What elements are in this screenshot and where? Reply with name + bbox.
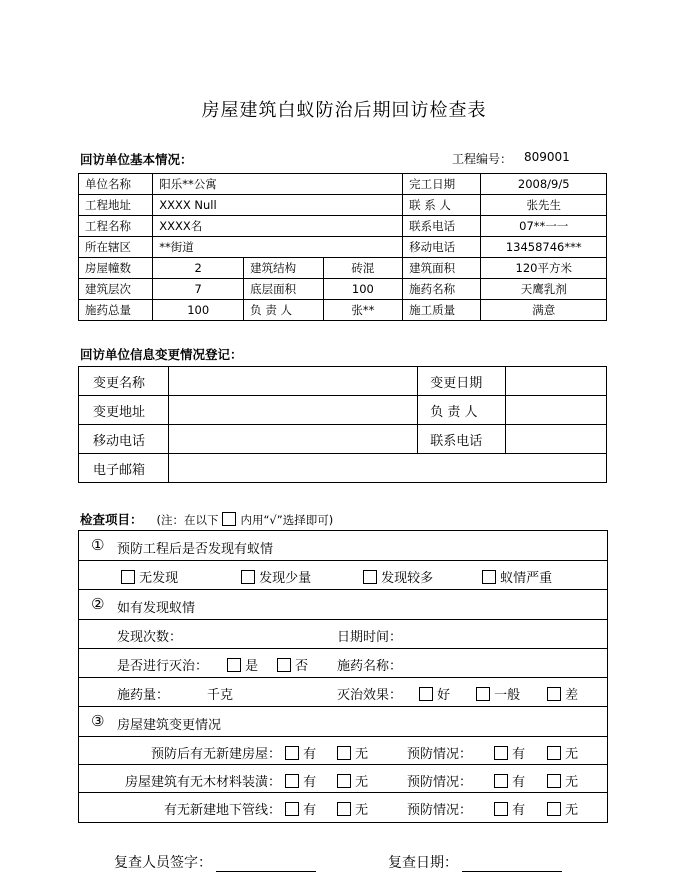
table-cell: 07**一一: [481, 216, 607, 237]
building-change-label: 预防后有无新建房屋：: [150, 747, 281, 762]
treated-no[interactable]: 否: [277, 655, 308, 674]
table-cell: 2: [153, 258, 244, 279]
table-cell: XXXX名: [153, 216, 403, 237]
table-cell: **街道: [153, 237, 403, 258]
table-row: [79, 279, 607, 300]
date-time-label: 日期时间：: [337, 630, 403, 645]
field-label: 负 责 人: [418, 396, 506, 425]
found-row: [79, 620, 607, 649]
table-row: [79, 454, 607, 483]
none-checkbox[interactable]: 无: [337, 743, 368, 762]
building-change-row: [79, 737, 607, 765]
building-change-label: 房屋建筑有无木材料装潢：: [124, 775, 281, 790]
table-cell: 房屋幢数: [79, 258, 153, 279]
opt-severe[interactable]: 蚁情严重: [482, 567, 552, 586]
inspect-heading: 检查项目：: [80, 512, 143, 527]
basic-info-heading: 回访单位基本情况：: [80, 152, 193, 167]
table-row: [79, 195, 607, 216]
building-change-row: [79, 765, 607, 793]
table-cell: 砖混: [323, 258, 402, 279]
field-value[interactable]: [506, 396, 607, 425]
dose-unit: 千克: [207, 688, 234, 703]
table-row: [79, 174, 607, 195]
section1-label: 预防工程后是否发现有蚁情: [117, 542, 274, 557]
recheck-date-line[interactable]: [462, 855, 562, 872]
has-checkbox[interactable]: 有: [285, 743, 316, 762]
table-cell: 120平方米: [481, 258, 607, 279]
found-count-label: 发现次数：: [117, 630, 183, 645]
building-change-label: 有无新建地下管线：: [163, 803, 281, 818]
basic-info-table: [78, 173, 607, 321]
field-value[interactable]: [506, 425, 607, 454]
drug-name-label: 施药名称：: [337, 659, 403, 674]
note-checkbox-icon: [222, 512, 236, 526]
none-checkbox[interactable]: 无: [337, 771, 368, 790]
effect-fair[interactable]: 一般: [476, 684, 520, 703]
inspect-note-pre: (注：在以下: [156, 513, 219, 527]
table-cell: 施药名称: [403, 279, 481, 300]
prevent-label: 预防情况：: [407, 775, 473, 790]
prevent-none-checkbox[interactable]: 无: [547, 799, 578, 818]
field-value[interactable]: [506, 367, 607, 396]
table-cell: 底层面积: [244, 279, 323, 300]
field-label: 变更地址: [79, 396, 169, 425]
table-row: [79, 237, 607, 258]
table-cell: 7: [153, 279, 244, 300]
dose-row: [79, 678, 607, 707]
table-cell: 施工质量: [403, 300, 481, 321]
section1-options: [79, 561, 607, 590]
table-cell: 联系电话: [403, 216, 481, 237]
table-cell: 13458746***: [481, 237, 607, 258]
table-cell: 施药总量: [79, 300, 153, 321]
treated-yes[interactable]: 是: [227, 655, 258, 674]
table-cell: 张**: [323, 300, 402, 321]
section1-header: [79, 531, 607, 561]
table-cell: 100: [323, 279, 402, 300]
inspector-signature-line[interactable]: [216, 855, 316, 872]
building-change-row: [79, 793, 607, 820]
field-label: 电子邮箱: [79, 454, 169, 483]
table-cell: 工程名称: [79, 216, 153, 237]
prevent-has-checkbox[interactable]: 有: [494, 743, 525, 762]
effect-label: 灭治效果：: [337, 688, 403, 703]
inspection-table: [78, 530, 608, 823]
table-cell: 单位名称: [79, 174, 153, 195]
table-row: [79, 300, 607, 321]
inspector-label: 复查人员签字：: [114, 855, 212, 871]
treated-row: [79, 649, 607, 678]
table-cell: 张先生: [481, 195, 607, 216]
prevent-none-checkbox[interactable]: 无: [547, 771, 578, 790]
inspector-signature: [114, 852, 316, 872]
field-value[interactable]: [168, 425, 417, 454]
table-cell: 负 责 人: [244, 300, 323, 321]
recheck-date: [388, 852, 562, 872]
has-checkbox[interactable]: 有: [285, 771, 316, 790]
change-info-table: [78, 366, 607, 483]
inspect-note-post: 内用“√”选择即可): [240, 513, 334, 527]
project-no-label: 工程编号：: [452, 152, 513, 166]
table-cell: XXXX Null: [153, 195, 403, 216]
table-cell: 所在辖区: [79, 237, 153, 258]
treated-label: 是否进行灭治：: [117, 659, 209, 674]
field-label: 联系电话: [418, 425, 506, 454]
field-label: 变更名称: [79, 367, 169, 396]
field-label: 移动电话: [79, 425, 169, 454]
recheck-date-label: 复查日期：: [388, 855, 458, 871]
table-cell: 完工日期: [403, 174, 481, 195]
table-cell: 联 系 人: [403, 195, 481, 216]
effect-good[interactable]: 好: [419, 684, 450, 703]
table-row: [79, 425, 607, 454]
table-cell: 阳乐**公寓: [153, 174, 403, 195]
section2-label: 如有发现蚁情: [117, 601, 196, 616]
table-cell: 2008/9/5: [481, 174, 607, 195]
prevent-label: 预防情况：: [407, 803, 473, 818]
table-cell: 移动电话: [403, 237, 481, 258]
opt-many[interactable]: 发现较多: [363, 567, 433, 586]
opt-none[interactable]: 无发现: [121, 567, 178, 586]
inspect-heading-line: [80, 510, 333, 528]
table-row: [79, 396, 607, 425]
change-info-heading: 回访单位信息变更情况登记：: [80, 347, 243, 362]
section2-num: ②: [91, 595, 105, 613]
table-cell: 满意: [481, 300, 607, 321]
project-no: 809001: [524, 150, 570, 164]
effect-poor[interactable]: 差: [547, 684, 578, 703]
opt-few[interactable]: 发现少量: [241, 567, 311, 586]
section3-label: 房屋建筑变更情况: [117, 718, 222, 733]
section3-header: [79, 707, 607, 737]
section1-num: ①: [91, 536, 105, 554]
field-value[interactable]: [168, 396, 417, 425]
prevent-has-checkbox[interactable]: 有: [494, 771, 525, 790]
table-cell: 建筑结构: [244, 258, 323, 279]
section2-header: [79, 590, 607, 620]
prevent-has-checkbox[interactable]: 有: [494, 799, 525, 818]
table-cell: 天鹰乳剂: [481, 279, 607, 300]
table-cell: 工程地址: [79, 195, 153, 216]
section3-num: ③: [91, 712, 105, 730]
prevent-label: 预防情况：: [407, 747, 473, 762]
dose-label: 施药量：: [117, 688, 170, 703]
none-checkbox[interactable]: 无: [337, 799, 368, 818]
has-checkbox[interactable]: 有: [285, 799, 316, 818]
field-value[interactable]: [168, 367, 417, 396]
table-row: [79, 367, 607, 396]
table-cell: 建筑层次: [79, 279, 153, 300]
page-title: 房屋建筑白蚁防治后期回访检查表: [201, 100, 487, 121]
table-row: [79, 258, 607, 279]
field-value[interactable]: [168, 454, 606, 483]
field-label: 变更日期: [418, 367, 506, 396]
prevent-none-checkbox[interactable]: 无: [547, 743, 578, 762]
table-row: [79, 216, 607, 237]
table-cell: 100: [153, 300, 244, 321]
table-cell: 建筑面积: [403, 258, 481, 279]
